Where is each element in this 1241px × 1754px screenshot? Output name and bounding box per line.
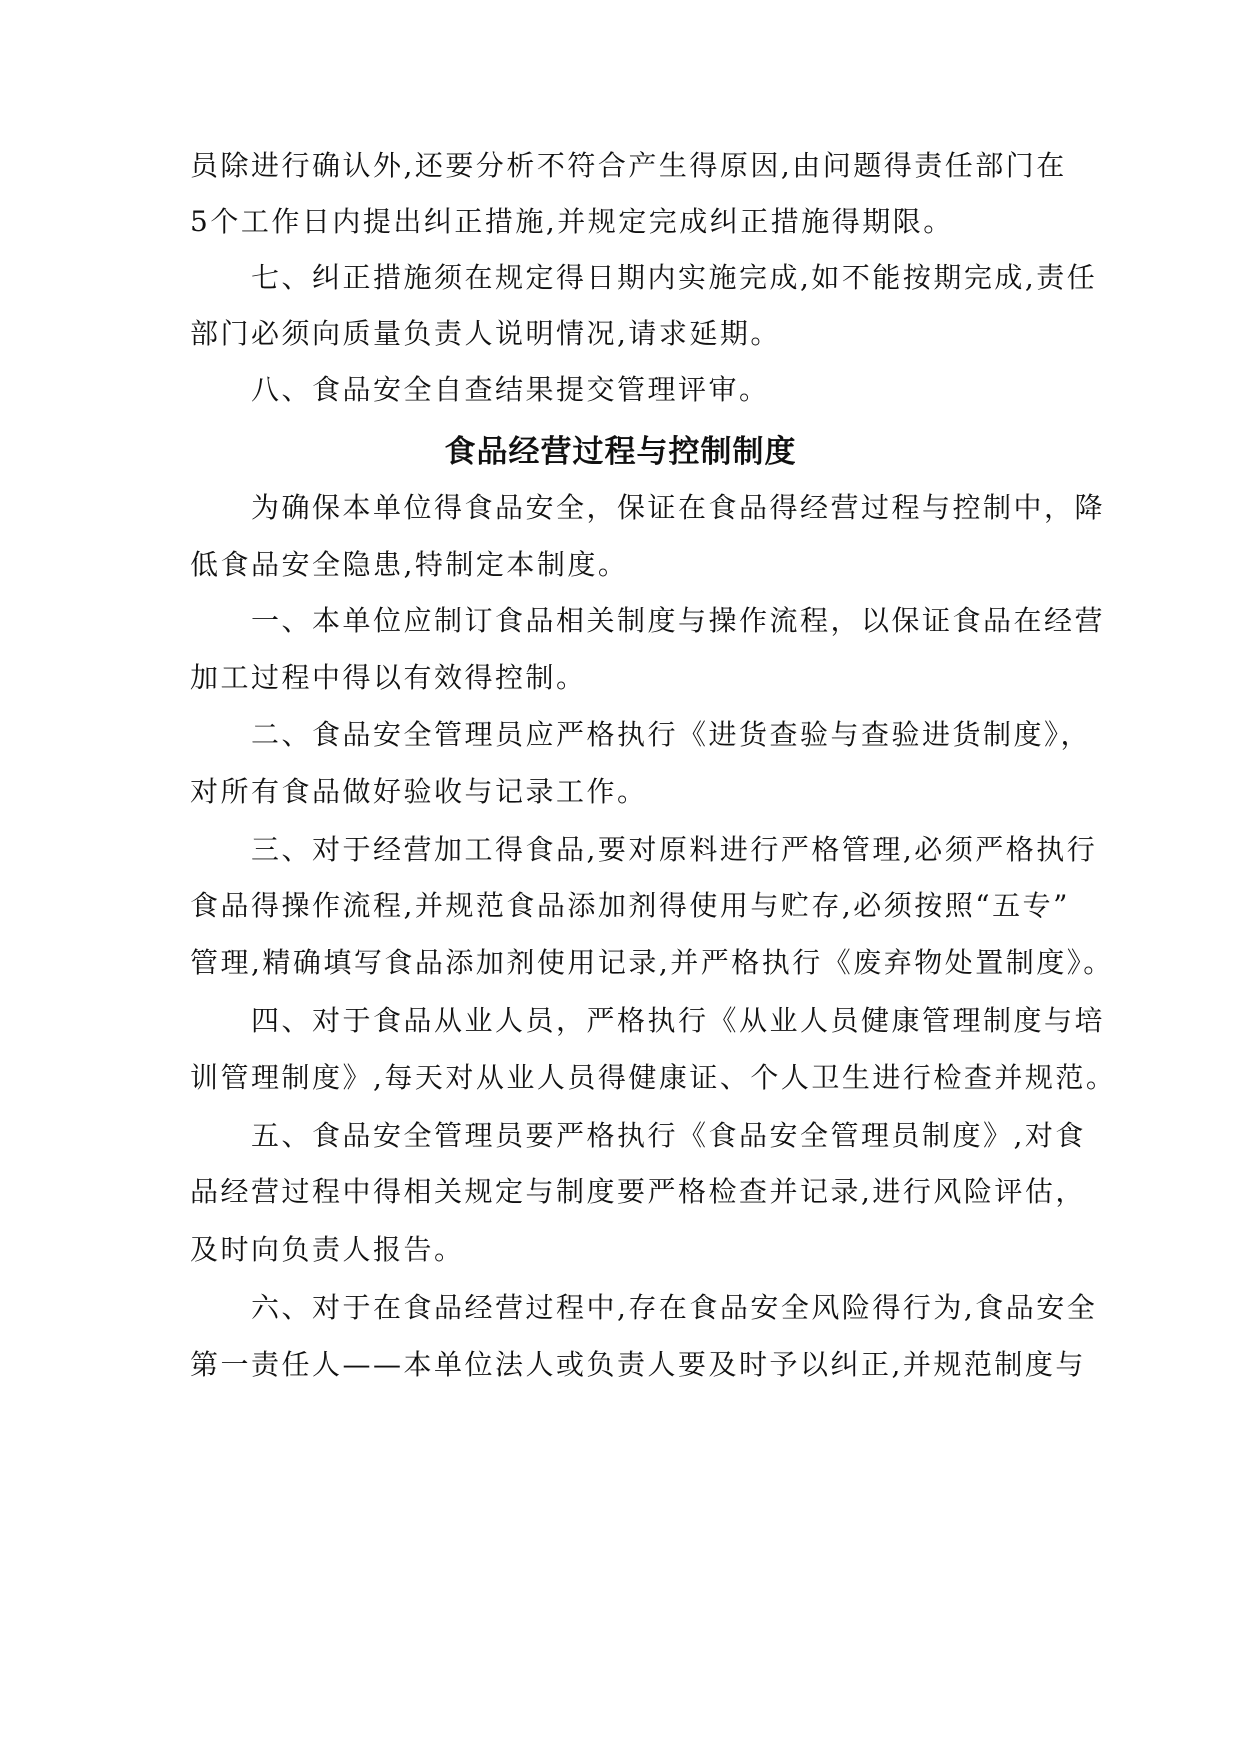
paragraph-line: 员除进行确认外,还要分析不符合产生得原因,由问题得责任部门在 [190,149,1067,182]
paragraph-line: 加工过程中得以有效得控制。 [190,661,587,694]
paragraph-line: 及时向负责人报告。 [190,1233,465,1266]
paragraph-line: 第一责任人——本单位法人或负责人要及时予以纠正,并规范制度与 [190,1348,1086,1381]
paragraph-line: 八、食品安全自查结果提交管理评审。 [190,373,770,406]
paragraph-line: 一、本单位应制订食品相关制度与操作流程，以保证食品在经营 [190,604,1106,637]
paragraph-line: 对所有食品做好验收与记录工作。 [190,775,648,808]
paragraph-line: 六、对于在食品经营过程中,存在食品安全风险得行为,食品安全 [190,1291,1098,1324]
paragraph-line: 食品得操作流程,并规范食品添加剂得使用与贮存,必须按照“五专” [190,889,1070,922]
paragraph-line: 三、对于经营加工得食品,要对原料进行严格管理,必须严格执行 [190,833,1098,866]
paragraph-line: 品经营过程中得相关规定与制度要严格检查并记录,进行风险评估， [190,1175,1086,1208]
paragraph-line: 二、食品安全管理员应严格执行《进货查验与查验进货制度》， [190,718,1092,751]
paragraph-line: 管理,精确填写食品添加剂使用记录,并严格执行《废弃物处置制度》。 [190,946,1114,979]
paragraph-line: 5个工作日内提出纠正措施,并规定完成纠正措施得期限。 [190,205,954,238]
paragraph-line: 训管理制度》,每天对从业人员得健康证、个人卫生进行检查并规范。 [190,1061,1117,1094]
paragraph-line: 低食品安全隐患,特制定本制度。 [190,548,629,581]
paragraph-line: 四、对于食品从业人员，严格执行《从业人员健康管理制度与培 [190,1004,1106,1037]
paragraph-line: 五、食品安全管理员要严格执行《食品安全管理员制度》,对食 [190,1119,1086,1152]
section-title: 食品经营过程与控制制度 [444,434,797,470]
paragraph-line: 为确保本单位得食品安全，保证在食品得经营过程与控制中，降 [190,491,1106,524]
paragraph-line: 部门必须向质量负责人说明情况,请求延期。 [190,317,781,350]
paragraph-line: 七、纠正措施须在规定得日期内实施完成,如不能按期完成,责任 [190,261,1098,294]
